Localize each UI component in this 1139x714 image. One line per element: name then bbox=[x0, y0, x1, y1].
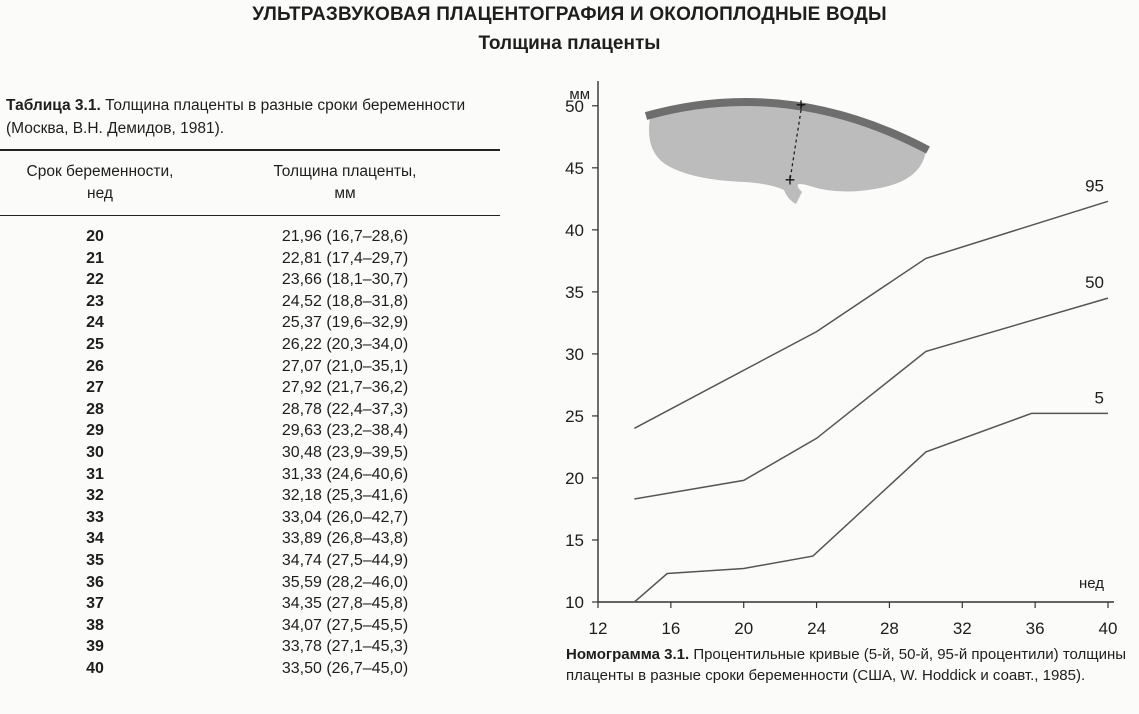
series-label: 5 bbox=[1094, 388, 1104, 408]
chart-caption bbox=[566, 644, 1136, 686]
table-row bbox=[0, 466, 500, 488]
table-caption bbox=[6, 94, 511, 140]
column-header-thickness-line2: мм bbox=[334, 185, 356, 202]
thickness-cell: 27,07 (21,0–35,1) bbox=[281, 357, 409, 375]
thickness-cell: 25,37 (19,6–32,9) bbox=[281, 314, 409, 332]
column-header-thickness bbox=[225, 161, 465, 205]
thickness-cell: 33,78 (27,1–45,3) bbox=[281, 638, 409, 656]
thickness-cell: 21,96 (16,7–28,6) bbox=[281, 228, 409, 245]
table-row bbox=[0, 660, 500, 682]
week-cell: 21 bbox=[86, 249, 104, 267]
week-cell: 24 bbox=[86, 314, 104, 332]
week-cell: 36 bbox=[86, 573, 104, 591]
column-header-week-line2: нед bbox=[87, 185, 113, 202]
page-title: УЛЬТРАЗВУКОВАЯ ПЛАЦЕНТОГРАФИЯ И ОКОЛОПЛОДНЫЕ ВОДЫ bbox=[252, 4, 887, 25]
x-tick-label: 20 bbox=[734, 619, 754, 638]
table-body bbox=[0, 228, 500, 681]
table-row bbox=[0, 228, 500, 250]
y-tick-label: 35 bbox=[565, 282, 584, 302]
table-row bbox=[0, 422, 500, 444]
table-row bbox=[0, 358, 500, 380]
series-line-5 bbox=[634, 413, 1108, 602]
thickness-cell: 30,48 (23,9–39,5) bbox=[281, 443, 409, 461]
x-tick-label: 28 bbox=[879, 619, 899, 638]
week-cell: 29 bbox=[86, 422, 104, 440]
week-cell: 40 bbox=[86, 659, 104, 677]
x-tick-label: 12 bbox=[588, 619, 608, 638]
thickness-cell: 35,59 (28,2–46,0) bbox=[281, 573, 409, 591]
table-row bbox=[0, 487, 500, 509]
thickness-cell: 33,89 (26,8–43,8) bbox=[281, 530, 409, 548]
y-tick-label: 40 bbox=[565, 220, 584, 240]
y-tick-label: 15 bbox=[565, 530, 584, 550]
table-row bbox=[0, 379, 500, 401]
y-tick-label: 45 bbox=[565, 158, 584, 178]
x-tick-label: 40 bbox=[1098, 619, 1118, 638]
week-cell: 28 bbox=[86, 400, 104, 418]
thickness-cell: 34,74 (27,5–44,9) bbox=[281, 551, 409, 569]
table-row bbox=[0, 638, 500, 660]
thickness-cell: 34,35 (27,8–45,8) bbox=[281, 595, 409, 613]
week-cell: 22 bbox=[86, 271, 104, 289]
column-header-thickness-line1: Толщина плаценты, bbox=[273, 163, 417, 180]
week-cell: 27 bbox=[86, 379, 104, 397]
percentile-chart bbox=[540, 80, 1139, 642]
table-top-rule bbox=[0, 149, 500, 151]
table-row bbox=[0, 595, 500, 617]
week-cell: 25 bbox=[86, 335, 104, 353]
thickness-cell: 26,22 (20,3–34,0) bbox=[281, 335, 409, 353]
thickness-cell: 27,92 (21,7–36,2) bbox=[281, 379, 409, 397]
week-cell: 20 bbox=[86, 228, 104, 245]
x-axis-label: нед bbox=[1078, 575, 1104, 592]
table-caption-text: Толщина плаценты в разные сроки беременности (Москва, В.Н. Демидов, 1981). bbox=[6, 97, 466, 137]
table-row bbox=[0, 250, 500, 272]
series-label: 95 bbox=[1085, 176, 1104, 196]
week-cell: 26 bbox=[86, 357, 104, 375]
chart-caption-label: Номограмма 3.1. bbox=[566, 646, 690, 663]
week-cell: 33 bbox=[86, 508, 104, 526]
table-row bbox=[0, 574, 500, 596]
column-header-week bbox=[0, 161, 200, 205]
thickness-cell: 33,50 (26,7–45,0) bbox=[281, 659, 409, 677]
table-row bbox=[0, 293, 500, 315]
table-row bbox=[0, 509, 500, 531]
series-label: 50 bbox=[1085, 273, 1104, 293]
thickness-cell: 28,78 (22,4–37,3) bbox=[281, 400, 409, 418]
table-caption-label: Таблица 3.1. bbox=[6, 97, 101, 114]
x-tick-label: 24 bbox=[807, 619, 827, 638]
measurement-marker-bottom: + bbox=[784, 170, 796, 190]
thickness-cell: 33,04 (26,0–42,7) bbox=[281, 508, 409, 526]
placenta-illustration bbox=[646, 95, 928, 204]
table-row bbox=[0, 401, 500, 423]
week-cell: 31 bbox=[86, 465, 104, 483]
table-header-rule bbox=[0, 215, 500, 216]
week-cell: 35 bbox=[86, 551, 104, 569]
x-tick-label: 36 bbox=[1025, 619, 1045, 638]
week-cell: 30 bbox=[86, 443, 104, 461]
column-header-week-line1: Срок беременности, bbox=[26, 163, 174, 180]
series-line-50 bbox=[634, 298, 1108, 499]
table-row bbox=[0, 444, 500, 466]
table-row bbox=[0, 552, 500, 574]
thickness-cell: 34,07 (27,5–45,5) bbox=[281, 616, 409, 634]
week-cell: 23 bbox=[86, 292, 104, 310]
week-cell: 39 bbox=[86, 638, 104, 656]
table-row bbox=[0, 314, 500, 336]
week-cell: 32 bbox=[86, 487, 104, 505]
table-row bbox=[0, 617, 500, 639]
thickness-cell: 32,18 (25,3–41,6) bbox=[281, 487, 409, 505]
y-tick-label: 25 bbox=[565, 406, 584, 426]
table-row bbox=[0, 530, 500, 552]
measurement-marker-top: + bbox=[795, 95, 807, 115]
thickness-cell: 22,81 (17,4–29,7) bbox=[281, 249, 409, 267]
thickness-cell: 29,63 (23,2–38,4) bbox=[281, 422, 409, 440]
week-cell: 38 bbox=[86, 616, 104, 634]
y-tick-label: 50 bbox=[565, 96, 584, 116]
y-tick-label: 20 bbox=[565, 468, 584, 488]
y-tick-label: 10 bbox=[565, 593, 584, 612]
table-row bbox=[0, 336, 500, 358]
week-cell: 37 bbox=[86, 595, 104, 613]
y-tick-label: 30 bbox=[565, 344, 584, 364]
x-tick-label: 16 bbox=[661, 619, 681, 638]
x-tick-label: 32 bbox=[952, 619, 972, 638]
y-axis-label: мм bbox=[569, 86, 590, 103]
thickness-cell: 24,52 (18,8–31,8) bbox=[281, 292, 409, 310]
table-row bbox=[0, 271, 500, 293]
page-subtitle: Толщина плаценты bbox=[478, 33, 661, 54]
chart-series bbox=[634, 176, 1108, 602]
week-cell: 34 bbox=[86, 530, 104, 548]
thickness-cell: 23,66 (18,1–30,7) bbox=[281, 271, 409, 289]
thickness-cell: 31,33 (24,6–40,6) bbox=[281, 465, 409, 483]
chart-caption-text: Процентильные кривые (5-й, 50-й, 95-й процентили) толщины плаценты в разные сроки беременности (США, W. Hoddick и соавт., 1985). bbox=[566, 646, 1127, 684]
